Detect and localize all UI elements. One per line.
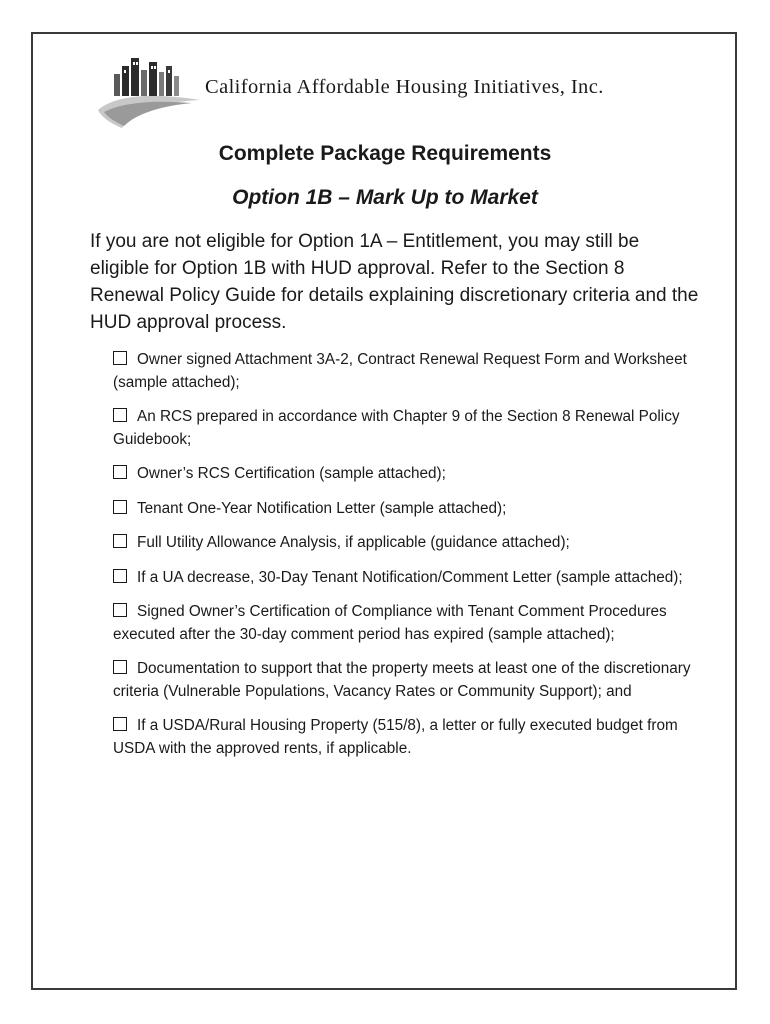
checklist-item — [113, 406, 693, 451]
checklist-item — [113, 463, 693, 486]
checklist-item — [113, 567, 693, 590]
organization-name: California Affordable Housing Initiatives, Inc. — [205, 76, 604, 98]
checklist-item — [113, 349, 693, 394]
checklist-item-text: Owner’s RCS Certification (sample attached); — [137, 465, 446, 482]
checklist-item — [113, 532, 693, 555]
checklist-item-text: An RCS prepared in accordance with Chapter 9 of the Section 8 Renewal Policy Guidebook; — [113, 408, 680, 448]
checkbox[interactable] — [113, 717, 127, 731]
document-subtitle: Option 1B – Mark Up to Market — [232, 186, 538, 209]
checkbox[interactable] — [113, 534, 127, 548]
logo-building — [174, 76, 179, 96]
checklist-item-text: Full Utility Allowance Analysis, if applicable (guidance attached); — [137, 534, 570, 551]
organization-logo — [94, 48, 204, 130]
checkbox[interactable] — [113, 465, 127, 479]
logo-building — [114, 74, 120, 96]
checkbox[interactable] — [113, 569, 127, 583]
checklist-item — [113, 498, 693, 521]
intro-paragraph: If you are not eligible for Option 1A – Entitlement, you may still be eligible for Option 1B with HUD approval. Refer to the Section 8 Renewal Policy Guide for details explaining discretionary criteria and the HUD approval process. — [90, 231, 699, 333]
checklist-item-text: Documentation to support that the property meets at least one of the discretionary criteria (Vulnerable Populations, Vacancy Rates or Community Support); and — [113, 660, 691, 700]
checklist-item — [113, 601, 693, 646]
requirements-checklist — [113, 349, 693, 772]
logo-building — [141, 70, 147, 96]
checklist-item-text: Tenant One-Year Notification Letter (sample attached); — [137, 499, 507, 517]
checklist-item-text: If a UA decrease, 30-Day Tenant Notification/Comment Letter (sample attached); — [137, 568, 683, 586]
checkbox[interactable] — [113, 351, 127, 365]
checkbox[interactable] — [113, 660, 127, 674]
checkbox[interactable] — [113, 603, 127, 617]
logo-building — [159, 72, 164, 96]
document-title: Complete Package Requirements — [218, 142, 552, 165]
checkbox[interactable] — [113, 408, 127, 422]
checkbox[interactable] — [113, 500, 127, 514]
checklist-item-text: Owner signed Attachment 3A-2, Contract Renewal Request Form and Worksheet (sample attached); — [113, 351, 687, 391]
checklist-item — [113, 715, 693, 760]
checklist-item — [113, 658, 693, 703]
checklist-item-text: Signed Owner’s Certification of Compliance with Tenant Comment Procedures executed after the 30-day comment period has expired (sample attached); — [113, 603, 667, 643]
checklist-item-text: If a USDA/Rural Housing Property (515/8), a letter or fully executed budget from USDA with the approved rents, if applicable. — [113, 717, 678, 757]
